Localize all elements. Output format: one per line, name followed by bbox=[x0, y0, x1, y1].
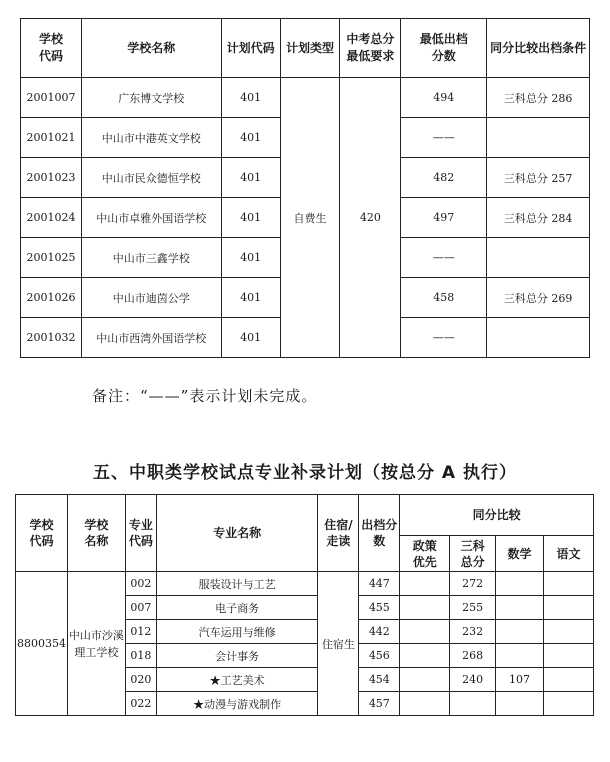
major-name: 汽车运用与维修 bbox=[156, 620, 318, 644]
school-name: 中山市民众德恒学校 bbox=[81, 158, 221, 198]
header-tie-condition: 同分比较出档条件 bbox=[487, 19, 590, 78]
header-policy-priority: 政策 优先 bbox=[400, 536, 450, 572]
tie-condition bbox=[487, 318, 590, 358]
math bbox=[496, 620, 544, 644]
school-name: 广东博文学校 bbox=[81, 78, 221, 118]
chinese bbox=[544, 620, 594, 644]
policy-priority bbox=[400, 692, 450, 716]
school-name: 中山市西湾外国语学校 bbox=[81, 318, 221, 358]
three-total: 232 bbox=[450, 620, 496, 644]
school-code: 8800354 bbox=[16, 572, 68, 716]
school-code: 2001023 bbox=[21, 158, 82, 198]
plan-code: 401 bbox=[221, 278, 280, 318]
three-total bbox=[450, 692, 496, 716]
chinese bbox=[544, 644, 594, 668]
score: 442 bbox=[359, 620, 400, 644]
header-three-total: 三科 总分 bbox=[450, 536, 496, 572]
school-code: 2001007 bbox=[21, 78, 82, 118]
math bbox=[496, 692, 544, 716]
score: 454 bbox=[359, 668, 400, 692]
table-header-row bbox=[21, 19, 590, 78]
table-row bbox=[16, 572, 594, 596]
header-min-score: 最低出档 分数 bbox=[401, 19, 487, 78]
major-code: 020 bbox=[125, 668, 156, 692]
tie-condition: 三科总分 257 bbox=[487, 158, 590, 198]
score: 447 bbox=[359, 572, 400, 596]
header-plan-code: 计划代码 bbox=[221, 19, 280, 78]
policy-priority bbox=[400, 596, 450, 620]
header-tie-compare: 同分比较 bbox=[400, 495, 594, 536]
header-chinese: 语文 bbox=[544, 536, 594, 572]
school-code: 2001032 bbox=[21, 318, 82, 358]
major-name: ★工艺美术 bbox=[156, 668, 318, 692]
min-score: 458 bbox=[401, 278, 487, 318]
header-school-name: 学校 名称 bbox=[67, 495, 125, 572]
plan-code: 401 bbox=[221, 238, 280, 278]
school-name: 中山市中港英文学校 bbox=[81, 118, 221, 158]
min-score: 482 bbox=[401, 158, 487, 198]
min-total-score: 420 bbox=[340, 78, 401, 358]
header-math: 数学 bbox=[496, 536, 544, 572]
school-code: 2001024 bbox=[21, 198, 82, 238]
score: 455 bbox=[359, 596, 400, 620]
footnote: 备注：“——”表示计划未完成。 bbox=[92, 387, 318, 405]
header-school-name: 学校名称 bbox=[81, 19, 221, 78]
header-school-code: 学校 代码 bbox=[16, 495, 68, 572]
school-name: 中山市三鑫学校 bbox=[81, 238, 221, 278]
chinese bbox=[544, 692, 594, 716]
three-total: 272 bbox=[450, 572, 496, 596]
policy-priority bbox=[400, 572, 450, 596]
min-score: 494 bbox=[401, 78, 487, 118]
policy-priority bbox=[400, 620, 450, 644]
school-code: 2001025 bbox=[21, 238, 82, 278]
school-name: 中山市沙溪 理工学校 bbox=[67, 572, 125, 716]
major-name: ★动漫与游戏制作 bbox=[156, 692, 318, 716]
plan-code: 401 bbox=[221, 158, 280, 198]
header-school-code: 学校 代码 bbox=[21, 19, 82, 78]
major-name: 电子商务 bbox=[156, 596, 318, 620]
tie-condition bbox=[487, 238, 590, 278]
school-name: 中山市卓雅外国语学校 bbox=[81, 198, 221, 238]
major-code: 002 bbox=[125, 572, 156, 596]
min-score: —— bbox=[401, 118, 487, 158]
table-row bbox=[21, 78, 590, 118]
plan-code: 401 bbox=[221, 78, 280, 118]
three-total: 268 bbox=[450, 644, 496, 668]
three-total: 240 bbox=[450, 668, 496, 692]
tie-condition: 三科总分 286 bbox=[487, 78, 590, 118]
tie-condition bbox=[487, 118, 590, 158]
math: 107 bbox=[496, 668, 544, 692]
school-code: 2001021 bbox=[21, 118, 82, 158]
policy-priority bbox=[400, 668, 450, 692]
major-code: 022 bbox=[125, 692, 156, 716]
chinese bbox=[544, 572, 594, 596]
three-total: 255 bbox=[450, 596, 496, 620]
chinese bbox=[544, 668, 594, 692]
plan-code: 401 bbox=[221, 198, 280, 238]
tie-condition: 三科总分 284 bbox=[487, 198, 590, 238]
math bbox=[496, 596, 544, 620]
min-score: 497 bbox=[401, 198, 487, 238]
admission-table-private bbox=[20, 18, 590, 358]
major-code: 007 bbox=[125, 596, 156, 620]
min-score: —— bbox=[401, 238, 487, 278]
plan-type: 自费生 bbox=[280, 78, 340, 358]
math bbox=[496, 572, 544, 596]
header-major-code: 专业 代码 bbox=[125, 495, 156, 572]
admission-table-vocational bbox=[15, 494, 594, 716]
header-boarding: 住宿/ 走读 bbox=[318, 495, 359, 572]
section-title: 五、中职类学校试点专业补录计划（按总分 A 执行） bbox=[93, 463, 517, 483]
tie-condition: 三科总分 269 bbox=[487, 278, 590, 318]
header-major-name: 专业名称 bbox=[156, 495, 318, 572]
header-plan-type: 计划类型 bbox=[280, 19, 340, 78]
school-name: 中山市迪茵公学 bbox=[81, 278, 221, 318]
plan-code: 401 bbox=[221, 318, 280, 358]
min-score: —— bbox=[401, 318, 487, 358]
math bbox=[496, 644, 544, 668]
table-header-row bbox=[16, 495, 594, 536]
score: 456 bbox=[359, 644, 400, 668]
major-name: 会计事务 bbox=[156, 644, 318, 668]
header-score: 出档分 数 bbox=[359, 495, 400, 572]
chinese bbox=[544, 596, 594, 620]
major-name: 服装设计与工艺 bbox=[156, 572, 318, 596]
plan-code: 401 bbox=[221, 118, 280, 158]
score: 457 bbox=[359, 692, 400, 716]
school-code: 2001026 bbox=[21, 278, 82, 318]
major-code: 018 bbox=[125, 644, 156, 668]
header-min-total: 中考总分 最低要求 bbox=[340, 19, 401, 78]
policy-priority bbox=[400, 644, 450, 668]
major-code: 012 bbox=[125, 620, 156, 644]
boarding: 住宿生 bbox=[318, 572, 359, 716]
